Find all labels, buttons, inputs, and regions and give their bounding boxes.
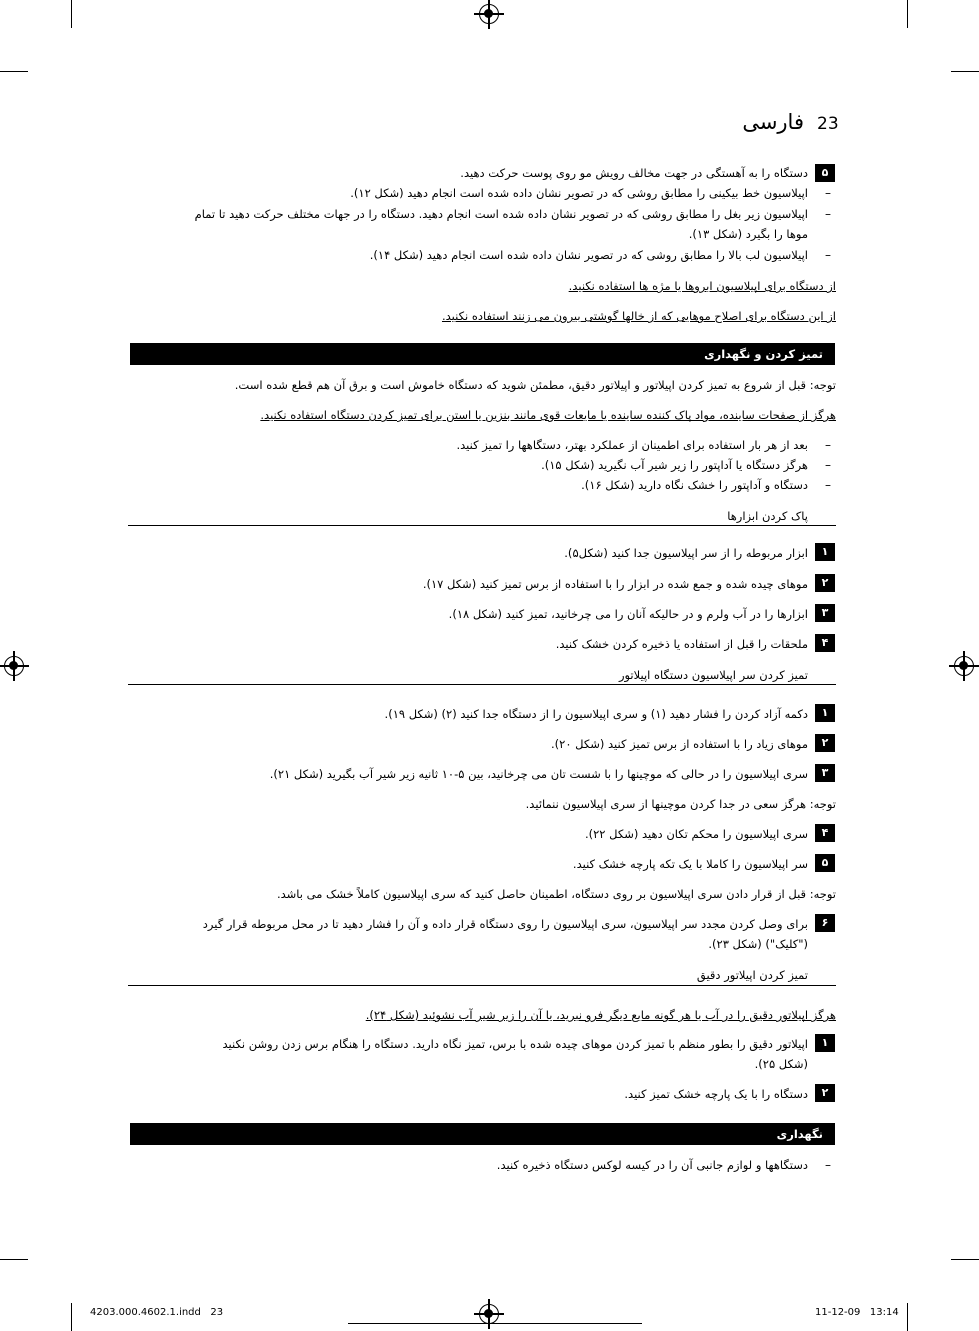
registration-mark-icon: [954, 656, 974, 676]
step-text: دستگاه را با یک پارچه خشک تمیز کنید.: [624, 1087, 808, 1101]
footer-rule: [348, 1323, 642, 1324]
crop-mark: [71, 0, 72, 28]
bullet-text: اپیلاسیون لب بالا را مطابق روشی که در تصویر نشان داده شده است انجام دهید (شکل ۱۴).: [369, 248, 808, 262]
crop-mark: [907, 0, 908, 28]
page-language: فارسی: [742, 110, 804, 134]
step-number: ۵: [815, 854, 835, 872]
bullet: –: [825, 1158, 831, 1172]
caution-text: توجه: قبل از شروع به تمیز کردن اپیلاتور و اپیلاتور دقیق، مطمئن شوید که دستگاه خاموش است و برق آن هم قطع شده است.: [234, 378, 836, 392]
step-text: موهای زیاد را با استفاده از برس تمیز کنید (شکل ۲۰).: [551, 737, 808, 751]
divider: [128, 985, 836, 986]
step-number: ۱: [815, 1034, 835, 1052]
step-number: ۲: [815, 734, 835, 752]
registration-mark-icon: [479, 1304, 499, 1324]
divider: [128, 684, 836, 685]
crop-mark: [0, 1259, 28, 1260]
caution-text: توجه: قبل از قرار دادن سری اپیلاسیون بر روی دستگاه، اطمینان حاصل کنید که سری اپیلاسیون کاملاً خشک می باشد.: [276, 887, 836, 901]
step-number: ۴: [815, 824, 835, 842]
step-text: ملحقات را قبل از استفاده یا ذخیره کردن خشک کنید.: [555, 637, 808, 651]
bullet-text: هرگز دستگاه یا آداپتور را زیر شیر آب نگیرید (شکل ۱۵).: [541, 458, 808, 472]
bullet-text: دستگاه و آداپتور را خشک نگاه دارید (شکل ۱۶).: [581, 478, 808, 492]
step-text: سر اپیلاسیون را کاملا با یک تکه پارچه خشک کنید.: [572, 857, 808, 871]
step-number: ۶: [815, 914, 835, 932]
step-text: (شکل ۲۵).: [754, 1057, 808, 1071]
bullet: –: [825, 478, 831, 492]
caution-text: توجه: هرگز سعی در جدا کردن موچینها از سری اپیلاسیون ننمائید.: [525, 797, 836, 811]
crop-mark: [951, 1259, 979, 1260]
registration-mark-icon: [4, 656, 24, 676]
step-number: ۲: [815, 574, 835, 592]
subsection-title: پاک کردن ابزارها: [727, 509, 808, 523]
bullet-text: بعد از هر بار استفاده برای اطمینان از عملکرد بهتر، دستگاهها را تمیز کنید.: [456, 438, 808, 452]
crop-mark: [71, 1303, 72, 1331]
footer-date: 11-12-09 13:14: [815, 1307, 899, 1318]
step-text: سری اپیلاسیون را محکم تکان دهید (شکل ۲۲).: [584, 827, 808, 841]
bullet: –: [825, 438, 831, 452]
divider: [128, 525, 836, 526]
crop-mark: [907, 1303, 908, 1331]
bullet-text: اپیلاسیون خط بیکینی را مطابق روشی که در تصویر نشان داده شده است انجام دهید (شکل ۱۲).: [350, 186, 808, 200]
step-text: برای وصل کردن مجدد سر اپیلاسیون، سری اپیلاسیون را روی دستگاه قرار داده و آن را فشار دهید تا در محل مربوطه قرار گیرد: [202, 917, 808, 931]
step-text: ابزارها را در آب ولرم و در حالیکه آنان را می چرخانید، تمیز کنید (شکل ۱۸).: [448, 607, 808, 621]
step-number: ۱: [815, 543, 835, 561]
bullet: –: [825, 458, 831, 472]
section-heading: نگهداری: [130, 1123, 835, 1145]
step-number: ۳: [815, 604, 835, 622]
step-number: ۱: [815, 704, 835, 722]
step-number: ۴: [815, 634, 835, 652]
step-text: اپیلاتور دقیق را بطور منظم با تمیز کردن موهای چیده شده با برس، تمیز نگاه دارید. دستگاه را هنگام برس زدن روشن نکنید: [222, 1037, 808, 1051]
bullet-text: موها را بگیرد (شکل ۱۳).: [688, 227, 808, 241]
step-number: ۲: [815, 1084, 835, 1102]
bullet: –: [825, 248, 831, 262]
registration-mark-icon: [479, 4, 499, 24]
step-text: سری اپیلاسیون را در حالی که موچینها را با شست تان می چرخانید، بین ۵-۱۰ ثانیه زیر شیر آب بگیرید (شکل ۲۱).: [269, 767, 808, 781]
bullet-text: دستگاهها و لوازم جانبی آن را در کیسه لوکس دستگاه ذخیره کنید.: [496, 1158, 808, 1172]
note: از دستگاه برای اپیلاسیون ابروها یا مژه ها استفاده نکنید.: [568, 279, 836, 293]
warning-text: هرگز اپیلاتور دقیق را در آب یا هر گونه مایع دیگر فرو نبرید، یا آن را زیر شیر آب نشوئید (شکل ۲۴).: [365, 1008, 836, 1022]
subsection-title: تمیز کردن اپیلاتور دقیق: [696, 968, 808, 982]
footer-file: 4203.000.4602.1.indd 23: [90, 1307, 224, 1318]
step-text: ابزار مربوطه را از سر اپیلاسیون جدا کنید (شکل۵).: [564, 546, 808, 560]
step-number: ۵: [815, 164, 835, 182]
step-text: موهای چیده شده و جمع شده در ابزار را با استفاده از برس تمیز کنید (شکل ۱۷).: [422, 577, 808, 591]
bullet: –: [825, 207, 831, 221]
warning-text: هرگز از صفحات ساینده، مواد پاک کننده ساینده یا مایعات قوی مانند بنزین یا استن برای تمیز کردن دستگاه استفاده نکنید.: [260, 408, 836, 422]
step-text: دکمه آزاد کردن را فشار دهید (۱) و سری اپیلاسیون را از دستگاه جدا کنید (۲) (شکل ۱۹).: [384, 707, 808, 721]
crop-mark: [0, 71, 28, 72]
crop-mark: [951, 71, 979, 72]
bullet: –: [825, 186, 831, 200]
subsection-title: تمیز کردن سر اپیلاسیون دستگاه اپیلاتور: [618, 668, 808, 682]
page-number: 23: [817, 114, 839, 134]
note: از این دستگاه برای اصلاح موهایی که از خالها گوشتی بیرون می زنند استفاده نکنید.: [441, 309, 836, 323]
section-heading: تمیز کردن و نگهداری: [130, 343, 835, 365]
step-text: ("کلیک") (شکل ۲۳).: [708, 937, 808, 951]
step-number: ۳: [815, 764, 835, 782]
step-text: دستگاه را به آهستگی در جهت مخالف رویش مو روی پوست حرکت دهید.: [460, 166, 808, 180]
bullet-text: اپیلاسیون زیر بغل را مطابق روشی که در تصویر نشان داده شده است انجام دهید. دستگاه را در جهات مختلف حرکت دهید تا تمام: [194, 207, 808, 221]
